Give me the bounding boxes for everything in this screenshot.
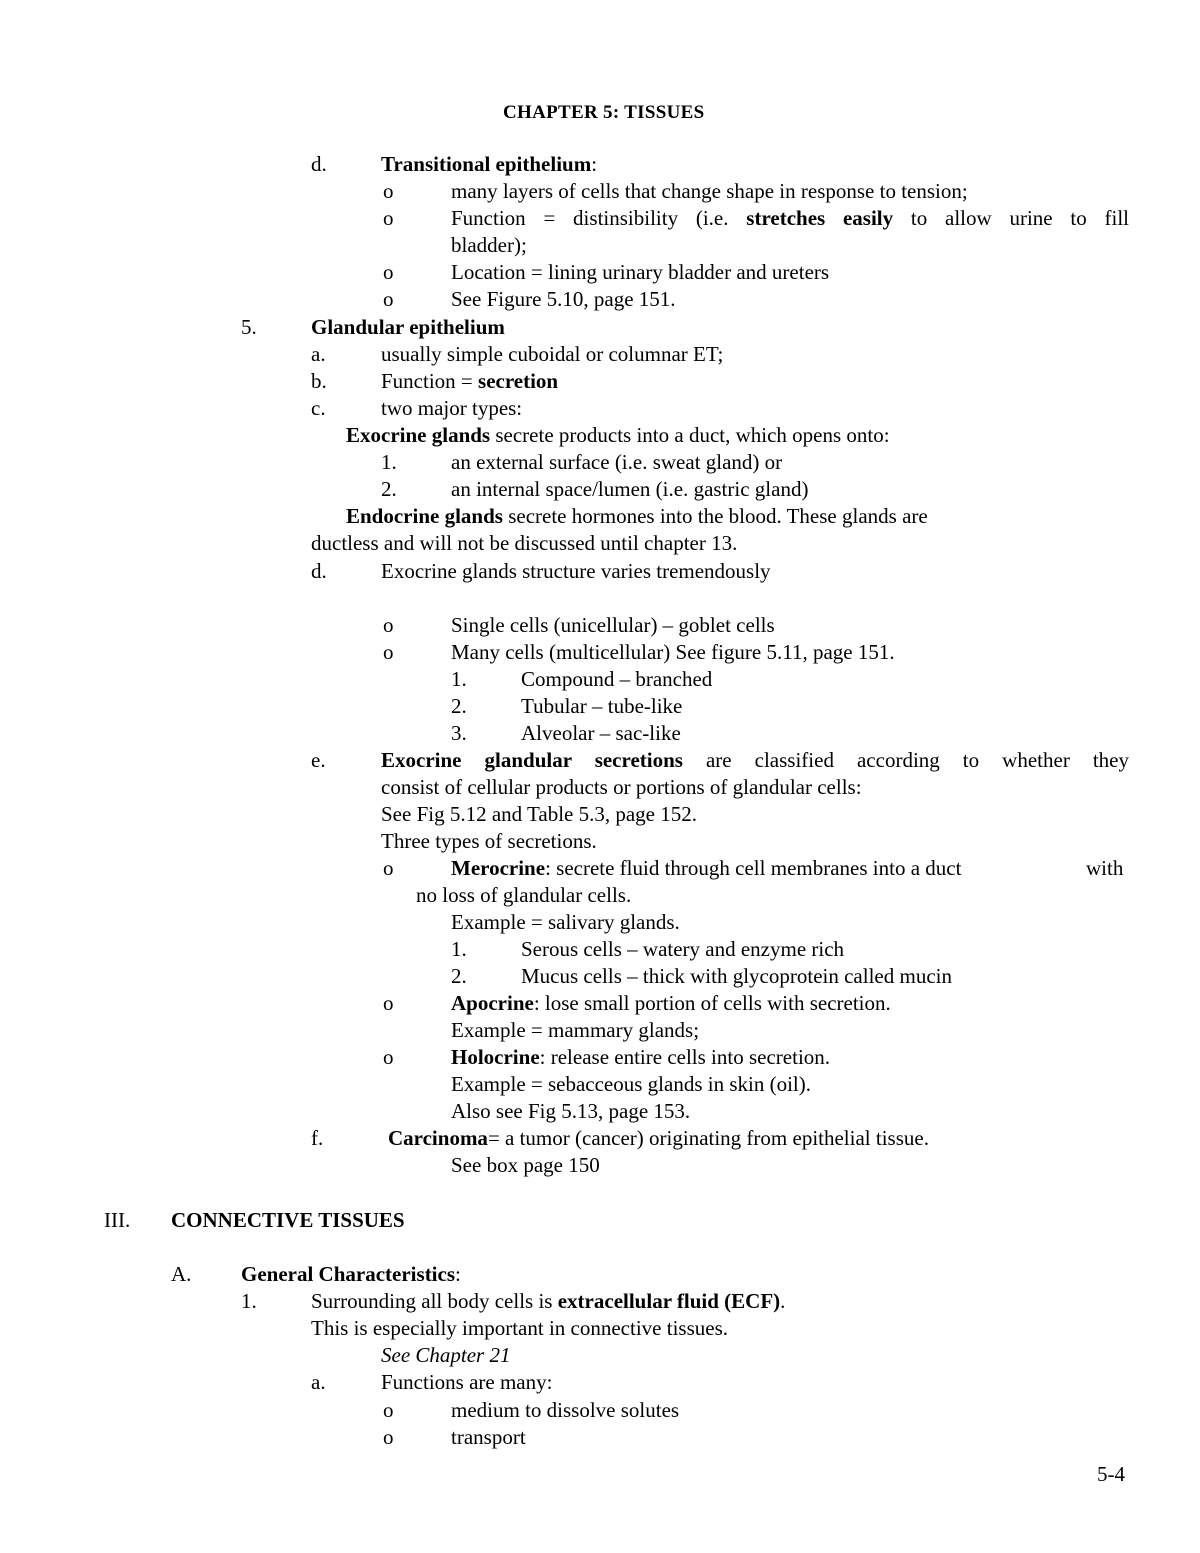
bullet-marker: o [383,179,394,203]
bullet-marker: o [383,1425,394,1449]
bullet-marker: o [383,856,394,880]
example-line: Example = sebacceous glands in skin (oil). [451,1072,812,1096]
bullet-marker: o [383,206,394,230]
exocrine-paragraph [346,422,890,449]
list-item: Functions are many: [381,1370,553,1394]
list-item-continuation: Three types of secretions. [381,829,597,853]
example-line: Example = mammary glands; [451,1018,700,1042]
list-marker: c. [311,396,326,420]
list-item: Location = lining urinary bladder and ureters [451,260,830,284]
list-item [311,1288,785,1315]
bullet-marker: o [383,613,394,637]
list-marker: 5. [241,315,257,339]
bullet-marker: o [383,640,394,664]
item-text: : lose small portion of cells with secretion. [533,991,891,1015]
item-text: Function = distinsibility (i.e. [451,206,747,230]
list-marker: 2. [381,477,397,501]
item-bold: secretion [478,369,559,393]
bullet-marker: o [383,287,394,311]
endocrine-paragraph [346,503,928,530]
list-item-continuation: no loss of glandular cells. [416,883,632,907]
subsection-heading [241,1261,461,1288]
item-bold: extracellular fluid (ECF) [557,1289,781,1313]
list-item: Mucus cells – thick with glycoprotein called mucin [521,964,952,988]
list-item: See Figure 5.10, page 151. [451,287,676,311]
list-item-with: with [1086,856,1124,880]
item-text: to allow urine to fill [893,206,1129,230]
item-bold: stretches easily [746,206,894,230]
glandular-heading: Glandular epithelium [311,315,505,339]
list-item: many layers of cells that change shape in response to tension; [451,179,968,203]
list-item-continuation: This is especially important in connective tissues. [311,1316,728,1340]
heading-colon: : [455,1262,461,1286]
list-marker: A. [171,1262,192,1286]
list-marker: d. [311,559,327,583]
list-marker: 1. [381,450,397,474]
endocrine-text: secrete hormones into the blood. These glands are [502,504,928,528]
item-text: are classified according to whether they [682,748,1129,772]
list-item [381,368,558,395]
section-heading: CONNECTIVE TISSUES [171,1208,405,1232]
list-item: Serous cells – watery and enzyme rich [521,937,845,961]
list-marker: a. [311,1370,326,1394]
list-item: transport [451,1425,526,1449]
bullet-marker: o [383,260,394,284]
item-bold: Merocrine [451,856,546,880]
bullet-marker: o [383,991,394,1015]
item-text: = a tumor (cancer) originating from epithelial tissue. [487,1126,929,1150]
list-item: Exocrine glands structure varies tremendously [381,559,771,583]
page-number: 5-4 [1097,1462,1125,1486]
bullet-marker: o [383,1398,394,1422]
item-text: . [780,1289,786,1313]
reference-line: See Chapter 21 [381,1343,511,1367]
list-marker: 3. [451,721,467,745]
endocrine-continuation: ductless and will not be discussed until chapter 13. [311,531,738,555]
list-item: an internal space/lumen (i.e. gastric gland) [451,477,809,501]
list-marker: b. [311,369,327,393]
list-marker: a. [311,342,326,366]
list-item [451,990,891,1017]
item-text: : secrete fluid through cell membranes into a duct [545,856,962,880]
list-marker: 1. [451,937,467,961]
list-marker: 2. [451,694,467,718]
list-marker: f. [311,1126,324,1150]
list-item [451,855,961,882]
reference-line: See box page 150 [451,1153,600,1177]
list-item: Many cells (multicellular) See figure 5.11, page 151. [451,640,895,664]
list-item-continuation: bladder); [451,233,527,257]
item-text: Surrounding all body cells is [311,1289,558,1313]
exocrine-term: Exocrine glands [346,423,491,447]
list-item [381,747,1129,774]
item-text: Function = [381,369,479,393]
item-bold: Carcinoma [388,1126,488,1150]
list-item: Tubular – tube-like [521,694,683,718]
item-bold: Exocrine glandular secretions [381,748,683,772]
endocrine-term: Endocrine glands [346,504,503,528]
list-item: usually simple cuboidal or columnar ET; [381,342,724,366]
list-item: an external surface (i.e. sweat gland) or [451,450,783,474]
list-item-continuation: See Fig 5.12 and Table 5.3, page 152. [381,802,698,826]
list-item [388,1125,929,1152]
item-text: : release entire cells into secretion. [539,1045,831,1069]
bullet-marker: o [383,1045,394,1069]
heading-colon: : [591,152,598,176]
section-marker: III. [104,1208,131,1232]
reference-line: Also see Fig 5.13, page 153. [451,1099,691,1123]
list-item: Alveolar – sac-like [521,721,681,745]
transitional-heading [381,151,597,178]
item-bold: Holocrine [451,1045,540,1069]
heading-text: Transitional epithelium [381,152,592,176]
list-item-continuation: consist of cellular products or portions of glandular cells: [381,775,862,799]
list-marker: d. [311,152,327,176]
list-marker: e. [311,748,326,772]
list-item: medium to dissolve solutes [451,1398,680,1422]
page-title: CHAPTER 5: TISSUES [503,102,705,123]
list-item [451,1044,830,1071]
list-item [451,205,1129,232]
item-bold: Apocrine [451,991,534,1015]
heading-text: General Characteristics [241,1262,456,1286]
exocrine-text: secrete products into a duct, which opens onto: [490,423,890,447]
list-item: Single cells (unicellular) – goblet cells [451,613,775,637]
list-marker: 2. [451,964,467,988]
list-item: two major types: [381,396,523,420]
list-item: Compound – branched [521,667,713,691]
example-line: Example = salivary glands. [451,910,680,934]
list-marker: 1. [241,1289,257,1313]
list-marker: 1. [451,667,467,691]
